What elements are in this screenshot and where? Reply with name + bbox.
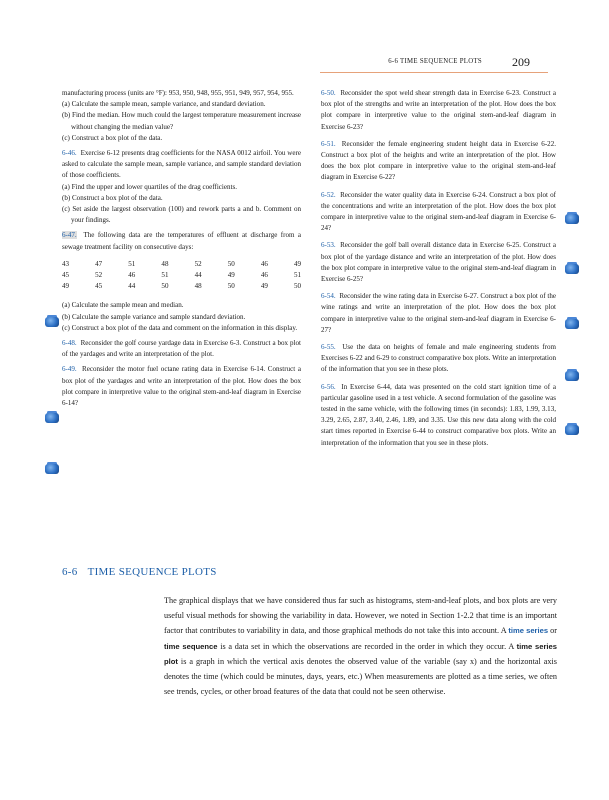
computer-data-icon[interactable] xyxy=(45,462,59,475)
exercise-6-47-part-c: (c) Construct a box plot of the data and comment on the information in this display. xyxy=(62,323,298,332)
intro-line: manufacturing process (units are °F): 953, 950, 948, 955, 951, 949, 957, 954, 955. xyxy=(62,89,294,97)
computer-data-icon[interactable] xyxy=(565,212,579,225)
computer-data-icon[interactable] xyxy=(565,423,579,436)
table-cell: 49 xyxy=(227,271,235,280)
table-cell: 44 xyxy=(194,271,202,280)
exercise-text: Reconsider the female engineering student height data in Exercise 6-22. Construct a box plot of the heights and write an interpretation of the plot. How does the box plot compare in interpretive value to the original stem-and-leaf diagram in Exercise 6-22? xyxy=(321,139,556,182)
exercise-6-46 xyxy=(62,148,301,182)
exercise-number: 6-46. xyxy=(62,149,77,158)
computer-data-icon[interactable] xyxy=(45,315,59,328)
body-text: The graphical displays that we have considered thus far such as histograms, stem-and-leaf plots, and box plots are very useful visual methods for showing the variability in data. However, we noted in Section 1-2.2 that time is an important factor that contributes to variability in data, and those graphical methods do not take this into account. A xyxy=(164,596,557,636)
table-cell: 52 xyxy=(95,271,103,280)
keyword-time-series-plot: time series plot xyxy=(164,641,557,666)
page-number: 209 xyxy=(512,55,530,69)
table-cell: 46 xyxy=(128,271,136,280)
body-text: is a graph in which the vertical axis denotes the observed value of the variable (say x) and the horizontal axis denotes the time (which could be minutes, days, years, etc.) When measurements are plotted as a time series, we often see trends, cycles, or other broad features of the data that could not be seen otherwise. xyxy=(164,656,557,697)
exercise-text: In Exercise 6-44, data was presented on the cold start ignition time of a particular gasoline used in a test vehicle. A second formulation of the gasoline was tested in the same vehicle, with the following times (in seconds): 1.83, 1.99, 3.13, 3.29, 2.65, 2.87, 3.40, 2.46, 1.89, and 3.35. Use this new data along with the cold start times reported in Exercise 6-44 to construct comparative box plots. Write an interpretation of the information that you see in these plots. xyxy=(321,382,557,447)
exercise-text: Reconsider the water quality data in Exercise 6-24. Construct a box plot of the concentrations and write an interpretation of the plot. How does the box plot compare in interpretive value to the original stem-and-leaf diagram in Exercise 6-24? xyxy=(321,190,556,233)
table-row xyxy=(62,270,301,281)
computer-data-icon[interactable] xyxy=(565,317,579,330)
exercise-6-47 xyxy=(62,230,301,252)
table-cell: 45 xyxy=(62,271,70,280)
computer-data-icon[interactable] xyxy=(565,262,579,275)
body-text: is a data set in which the observations are recorded in the order in which they occur. A xyxy=(217,641,517,651)
table-cell: 43 xyxy=(62,259,70,268)
table-cell: 51 xyxy=(161,271,169,280)
exercise-6-47-part-b: (b) Calculate the sample variance and sample standard deviation. xyxy=(62,312,246,321)
table-cell: 46 xyxy=(260,259,268,268)
table-cell: 48 xyxy=(194,282,202,291)
exercise-number: 6-52. xyxy=(321,190,336,199)
exercise-text: Reconsider the wine rating data in Exercise 6-27. Construct a box plot of the wine ratings and write an interpretation of the plot. How does the box plot compare in interpretive value to the original stem-and-leaf diagram in Exercise 6-27? xyxy=(321,292,556,334)
exercise-text: Reconsider the spot weld shear strength data in Exercise 6-23. Construct a box plot of the strengths and write an interpretation of the plot. How does the box plot compare in interpretive value to the original stem-and-leaf diagram in Exercise 6-23? xyxy=(321,89,557,131)
exercise-6-46-part-c: (c) Set aside the largest observation (100) and rework parts a and b. Comment on your findings. xyxy=(62,205,301,225)
exercise-6-48 xyxy=(62,338,301,360)
intro-part-b: (b) Find the median. How much could the largest temperature measurement increase without changing the median value? xyxy=(62,111,301,131)
exercise-number: 6-55. xyxy=(321,343,336,352)
intro-part-a: (a) Calculate the sample mean, sample variance, and standard deviation. xyxy=(62,100,266,109)
exercise-number: 6-56. xyxy=(321,382,336,391)
exercise-6-47-part-a: (a) Calculate the sample mean and median. xyxy=(62,301,184,310)
table-cell: 50 xyxy=(227,282,235,291)
exercise-number: 6-48. xyxy=(62,339,77,348)
table-row xyxy=(62,259,301,270)
exercise-6-54 xyxy=(321,291,556,336)
left-column xyxy=(62,88,301,409)
section-body xyxy=(164,593,557,699)
keyword-time-sequence: time sequence xyxy=(164,641,218,651)
table-cell: 49 xyxy=(62,282,70,291)
exercise-6-46-part-a: (a) Find the upper and lower quartiles of the drag coefficients. xyxy=(62,182,238,191)
table-cell: 49 xyxy=(293,259,302,268)
table-cell: 51 xyxy=(293,271,302,280)
section-title: TIME SEQUENCE PLOTS xyxy=(87,566,217,578)
table-cell: 49 xyxy=(260,282,268,291)
exercise-number: 6-47. xyxy=(62,231,77,240)
exercise-6-49 xyxy=(62,364,301,409)
right-column xyxy=(321,88,556,449)
exercise-text: Use the data on heights of female and male engineering students from Exercises 6-22 and 6-29 to construct comparative box plots. Write an interpretation of the information that you see in these plots. xyxy=(321,343,556,374)
exercise-6-46-part-b: (b) Construct a box plot of the data. xyxy=(62,193,163,202)
table-cell: 45 xyxy=(95,282,103,291)
exercise-6-50 xyxy=(321,88,556,133)
table-cell: 44 xyxy=(128,282,136,291)
exercise-text: The following data are the temperatures of effluent at discharge from a sewage treatment facility on consecutive days: xyxy=(62,231,301,251)
table-cell: 47 xyxy=(95,259,103,268)
exercise-text: Reconsider the golf ball overall distance data in Exercise 6-25. Construct a box plot of the yardage distance and write an interpretation of the plot. How does the box plot compare in interpretive value to the original stem-and-leaf diagram in Exercise 6-25? xyxy=(321,241,556,284)
exercise-number: 6-51. xyxy=(321,139,336,148)
section-heading xyxy=(62,566,217,578)
effluent-temperature-table xyxy=(62,259,301,293)
running-header xyxy=(330,55,530,73)
header-rule xyxy=(320,72,548,73)
table-cell: 46 xyxy=(260,271,268,280)
table-cell: 48 xyxy=(161,259,169,268)
exercise-number: 6-50. xyxy=(321,89,336,97)
computer-data-icon[interactable] xyxy=(45,411,59,424)
exercise-text: Reconsider the golf course yardage data in Exercise 6-3. Construct a box plot of the yardages and write an interpretation of the plot. xyxy=(62,339,301,359)
computer-data-icon[interactable] xyxy=(565,369,579,382)
exercise-6-52 xyxy=(321,190,556,235)
table-row xyxy=(62,281,301,292)
table-cell: 52 xyxy=(194,259,202,268)
table-cell: 50 xyxy=(293,282,302,291)
keyword-time-series: time series xyxy=(508,626,549,636)
intro-part-c: (c) Construct a box plot of the data. xyxy=(62,133,163,142)
section-number: 6-6 xyxy=(62,566,78,578)
body-text: or xyxy=(548,626,557,636)
table-cell: 50 xyxy=(161,282,169,291)
running-title: 6-6 TIME SEQUENCE PLOTS xyxy=(388,58,482,65)
exercise-6-53 xyxy=(321,240,556,285)
exercise-number: 6-54. xyxy=(321,292,336,301)
exercise-text: Exercise 6-12 presents drag coefficients for the NASA 0012 airfoil. You were asked to calculate the sample mean, sample variance, and sample standard deviation of those coefficients. xyxy=(62,149,301,180)
exercise-number: 6-49. xyxy=(62,365,77,374)
exercise-number: 6-53. xyxy=(321,241,336,250)
exercise-6-55 xyxy=(321,342,556,376)
table-cell: 51 xyxy=(128,259,136,268)
table-cell: 50 xyxy=(227,259,235,268)
exercise-6-56 xyxy=(321,382,556,449)
exercise-text: Reconsider the motor fuel octane rating data in Exercise 6-14. Construct a box plot of the yardages and write an interpretation of the plot. How does the box plot compare in interpretive value to the original stem-and-leaf diagram in Exercise 6-14? xyxy=(62,365,301,408)
exercise-6-51 xyxy=(321,139,556,184)
